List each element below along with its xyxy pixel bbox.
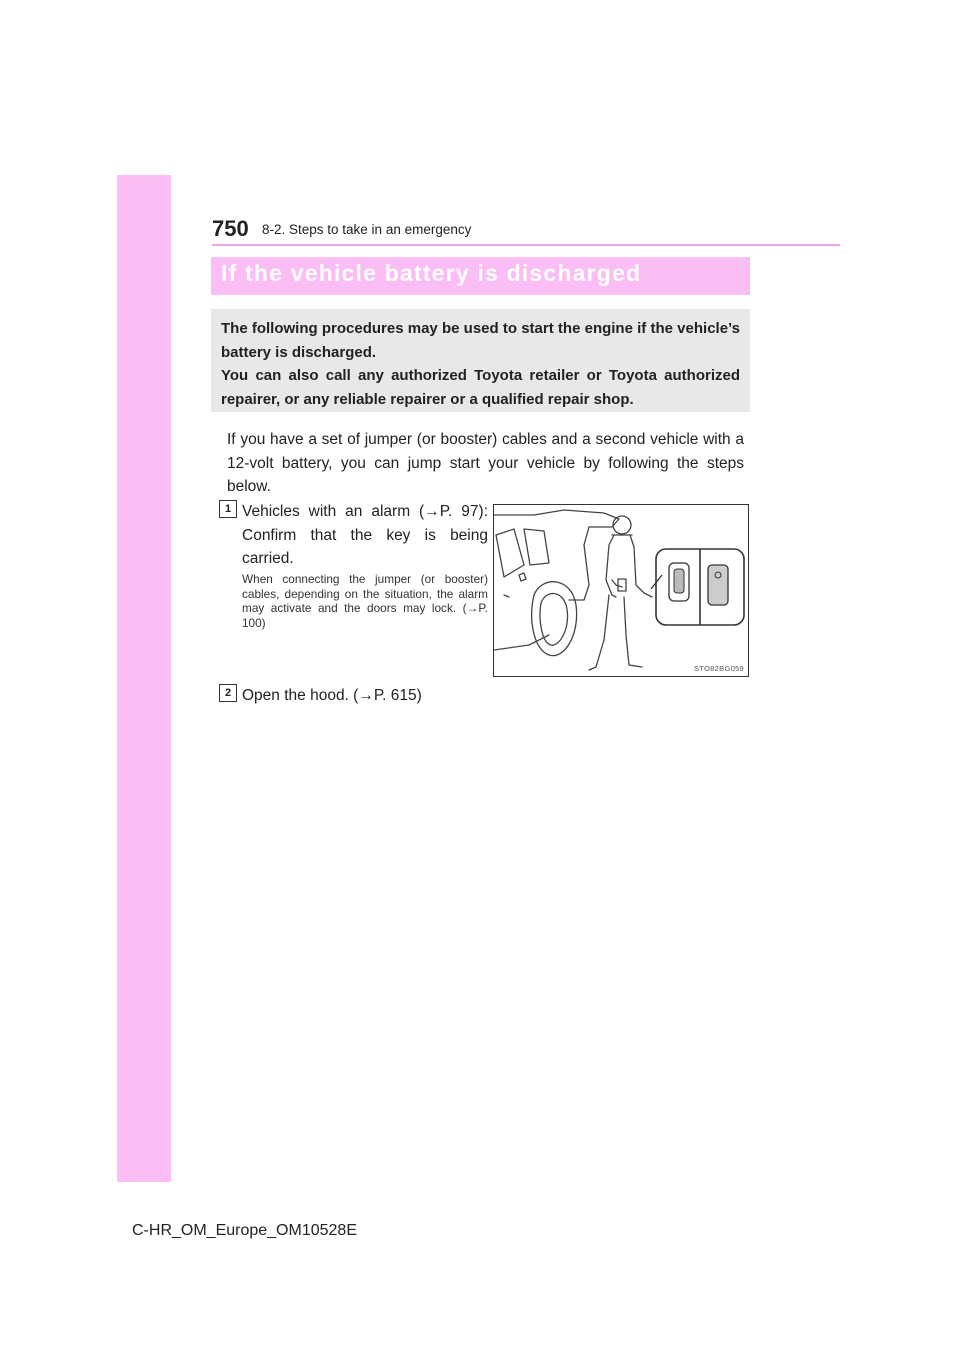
illustration-code: STO82BG059 — [694, 664, 744, 673]
person-with-key-illustration — [494, 505, 749, 677]
step-1-badge: 1 — [219, 500, 237, 518]
step-1-note: When connecting the jumper (or booster) cables, depending on the situation, the alarm may activate and the doors may lock. (→P. 100) — [242, 572, 488, 630]
summary-line-2: You can also call any authorized Toyota retailer or Toyota authorized repairer, or any reliable repairer or a qualified repair shop. — [221, 367, 740, 408]
side-tab-band — [117, 175, 171, 1182]
page-number: 750 — [212, 216, 249, 241]
page-title: If the vehicle battery is discharged — [221, 260, 642, 286]
summary-line-1: The following procedures may be used to start the engine if the vehicle’s battery is discharged. — [221, 320, 740, 361]
key-illustration — [493, 504, 749, 677]
footer-doc-code: C-HR_OM_Europe_OM10528E — [132, 1222, 357, 1239]
step-2-badge: 2 — [219, 684, 237, 702]
intro-paragraph: If you have a set of jumper (or booster) cables and a second vehicle with a 12-volt battery, you can jump start your vehicle by following the steps below. — [227, 431, 744, 495]
summary-box — [211, 309, 750, 412]
step-1-text: Vehicles with an alarm (→P. 97): Confirm that the key is being carried. — [242, 503, 488, 567]
section-title: 8-2. Steps to take in an emergency — [262, 222, 472, 237]
title-bar — [211, 257, 750, 295]
header-rule — [212, 244, 840, 246]
step-2-text: Open the hood. (→P. 615) — [242, 687, 422, 704]
